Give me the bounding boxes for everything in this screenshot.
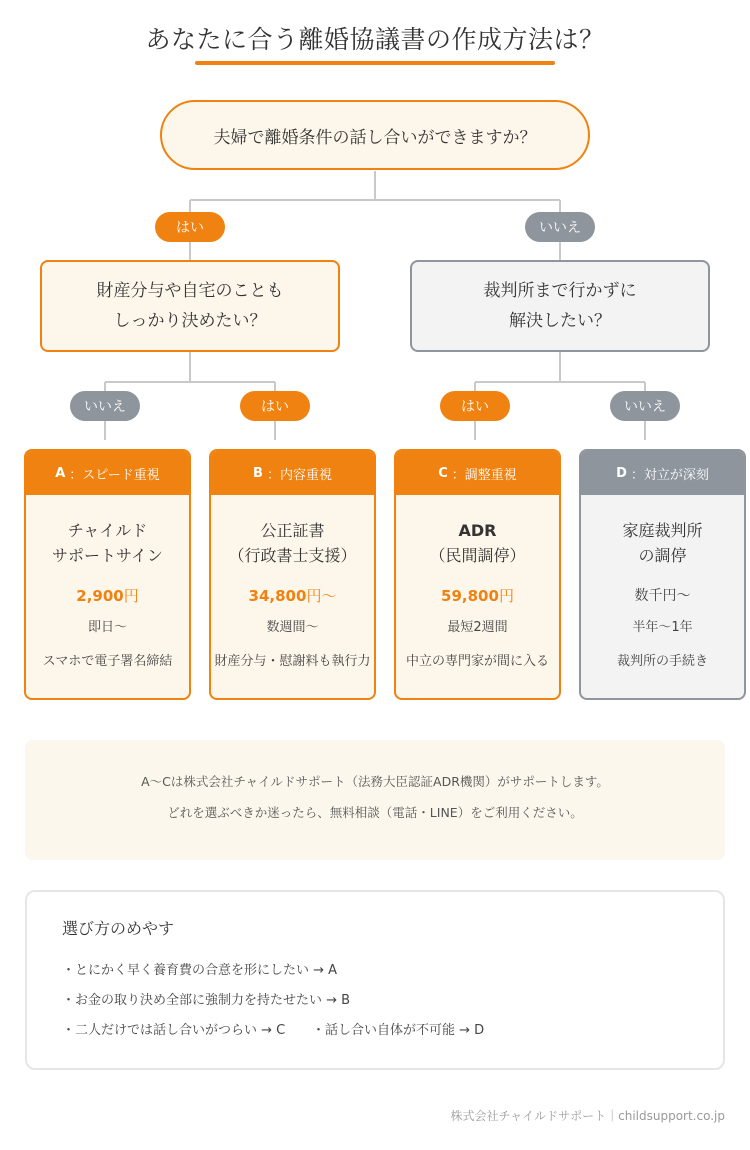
guide-item-a: ・とにかく早く養育費の合意を形にしたい → A <box>62 963 338 978</box>
card-c-adr <box>394 449 561 700</box>
card-b-price-unit: 円〜 <box>306 587 337 605</box>
selection-guide-title: 選び方のめやす <box>62 919 175 938</box>
card-b-name-line2: （行政書士支援） <box>228 546 357 565</box>
main-question-text: 夫婦で離婚条件の話し合いができますか？ <box>213 127 537 148</box>
card-b-name <box>211 518 374 568</box>
card-b-description: 財産分与・慰謝料も執行力 <box>214 654 371 669</box>
card-a-price-unit: 円 <box>123 587 139 605</box>
question-property-line1: 財産分与や自宅のことも <box>96 281 284 301</box>
card-a-header <box>26 451 189 495</box>
card-a-category: ：スピード重視 <box>69 467 160 483</box>
card-d-name-line1: 家庭裁判所 <box>622 521 703 540</box>
card-b-price <box>211 585 374 607</box>
card-a-letter: A <box>55 465 66 481</box>
card-a-price <box>26 585 189 607</box>
card-d-name <box>581 518 744 568</box>
question-court <box>410 260 710 352</box>
badge-yes-court: はい <box>440 391 510 421</box>
card-b-notarized-deed <box>209 449 376 700</box>
card-a-price-amount: 2,900 <box>76 587 124 605</box>
card-b-letter: B <box>253 465 263 481</box>
card-d-period: 半年〜1年 <box>632 620 693 635</box>
question-court-line2: 解決したい？ <box>509 311 611 331</box>
badge-yes-main: はい <box>155 212 225 242</box>
badge-yes-property: はい <box>240 391 310 421</box>
card-c-name-line1: ADR <box>458 521 497 540</box>
card-c-category: ：調整重視 <box>451 467 517 483</box>
support-note <box>25 740 725 860</box>
badge-no-court: いいえ <box>610 391 680 421</box>
card-d-price-amount: 数千円 <box>634 588 677 604</box>
selection-guide <box>25 890 725 1070</box>
card-d-category: ：対立が深刻 <box>630 467 709 483</box>
card-d-name-line2: の調停 <box>638 546 687 565</box>
card-a-period: 即日〜 <box>87 620 127 635</box>
card-b-period: 数週間〜 <box>266 620 319 635</box>
card-a-name-line1: チャイルド <box>67 521 148 540</box>
support-note-line2: どれを選ぶべきか迷ったら、無料相談（電話・LINE）をご利用ください。 <box>167 805 583 820</box>
card-a-child-support-sign <box>24 449 191 700</box>
badge-no-property: いいえ <box>70 391 140 421</box>
card-a-name <box>26 518 189 568</box>
card-d-description: 裁判所の手続き <box>616 654 708 669</box>
card-a-description: スマホで電子署名締結 <box>42 654 173 669</box>
card-c-price-amount: 59,800 <box>441 587 499 605</box>
card-d-family-court <box>579 449 746 700</box>
guide-item-c: ・二人だけでは話し合いがつらい → C <box>62 1023 286 1038</box>
card-d-price-unit: 〜 <box>676 588 691 604</box>
card-c-name-line2: （民間調停） <box>429 546 526 565</box>
card-c-description: 中立の専門家が間に入る <box>405 654 549 669</box>
question-court-line1: 裁判所まで行かずに <box>483 281 637 301</box>
card-b-header <box>211 451 374 495</box>
question-property-line2: しっかり決めたい？ <box>113 311 267 331</box>
card-b-name-line1: 公正証書 <box>260 521 325 540</box>
guide-item-b: ・お金の取り決め全部に強制力を持たせたい → B <box>62 993 351 1008</box>
card-c-header <box>396 451 559 495</box>
card-d-header <box>581 451 744 495</box>
page-title: あなたに合う離婚協議書の作成方法は？ <box>145 25 605 54</box>
card-b-price-amount: 34,800 <box>248 587 307 605</box>
badge-no-main: いいえ <box>525 212 595 242</box>
guide-item-d: ・話し合い自体が不可能 → D <box>312 1023 485 1038</box>
card-c-letter: C <box>438 465 448 481</box>
card-c-price-unit: 円 <box>498 587 514 605</box>
support-note-line1: A〜Cは株式会社チャイルドサポート（法務大臣認証ADR機関）がサポートします。 <box>141 774 609 789</box>
card-d-price <box>581 585 744 607</box>
card-d-letter: D <box>616 465 627 481</box>
footer-credit: 株式会社チャイルドサポート｜childsupport.co.jp <box>450 1109 725 1123</box>
card-b-category: ：内容重視 <box>266 467 332 483</box>
question-property <box>40 260 340 352</box>
card-c-period: 最短2週間 <box>447 620 508 635</box>
card-c-price <box>396 585 559 607</box>
card-c-name <box>396 518 559 568</box>
card-a-name-line2: サポートサイン <box>52 546 163 565</box>
